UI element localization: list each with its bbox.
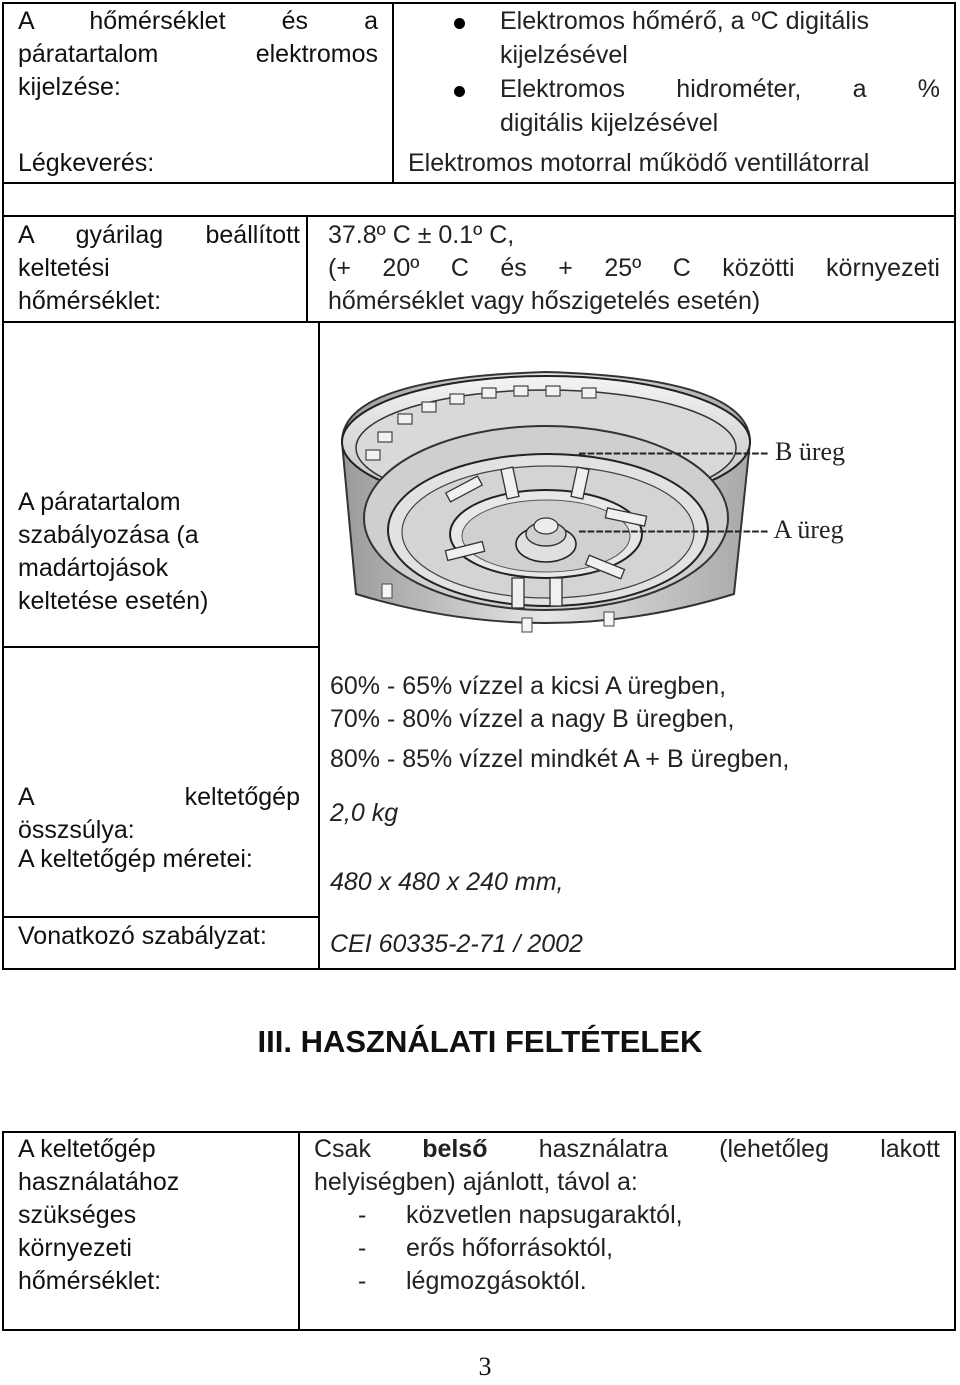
air-mixing-label: Légkeverés:: [18, 149, 155, 177]
regulation-label: Vonatkozó szabályzat:: [18, 922, 267, 950]
humidity-label: madártojások: [18, 554, 169, 582]
humidity-label: szabályozása (a: [18, 521, 199, 549]
ambient-temperature-label: A keltetőgép: [18, 1135, 156, 1163]
thermometer-text: Elektromos hőmérő, a ºC digitális: [500, 7, 869, 35]
water-level-text: 70% - 80% vízzel a nagy B üregben,: [330, 705, 735, 733]
air-mixing-value: Elektromos motorral működő ventillátorral: [408, 149, 870, 177]
bullet-icon: [454, 86, 465, 97]
hydrometer-text: Elektromos hidrométer, a %: [500, 75, 940, 103]
size-label: A keltetőgép méretei:: [18, 845, 253, 873]
page-number: 3: [478, 1352, 492, 1381]
bullet-icon: [454, 18, 465, 29]
b-cavity-callout: ---------------------- B üreg: [578, 437, 846, 466]
display-label: A hőmérséklet és a: [18, 7, 378, 35]
weight-label: A keltetőgép: [18, 783, 300, 811]
ambient-temperature-label: környezeti: [18, 1234, 132, 1262]
ambient-temperature-label: használatához: [18, 1168, 180, 1196]
weight-value: 2,0 kg: [330, 799, 399, 827]
temperature-label: hőmérséklet:: [18, 287, 162, 315]
list-dash: -: [358, 1234, 367, 1262]
temperature-label: A gyárilag beállított: [18, 221, 300, 249]
water-level-text: 80% - 85% vízzel mindkét A + B üregben,: [330, 745, 790, 773]
incubator-tray-illustration: [336, 362, 756, 642]
temperature-value: hőmérséklet vagy hőszigetelés esetén): [328, 287, 761, 315]
a-cavity-callout: ---------------------- A üreg: [578, 515, 844, 544]
list-dash: -: [358, 1201, 367, 1229]
list-item: erős hőforrásoktól,: [406, 1234, 614, 1262]
water-level-text: 60% - 65% vízzel a kicsi A üregben,: [330, 672, 727, 700]
list-item: közvetlen napsugaraktól,: [406, 1201, 683, 1229]
humidity-label: A páratartalom: [18, 488, 181, 516]
section-title: III. HASZNÁLATI FELTÉTELEK: [257, 1024, 703, 1059]
weight-label: összsúlya:: [18, 816, 135, 844]
usage-text: Csak belső használatra (lehetőleg lakott: [314, 1135, 940, 1163]
list-dash: -: [358, 1267, 367, 1295]
list-item: légmozgásoktól.: [406, 1267, 587, 1295]
temperature-value: 37.8º C ± 0.1º C,: [328, 221, 515, 249]
temperature-label: keltetési: [18, 254, 110, 282]
hydrometer-text: digitális kijelzésével: [500, 109, 719, 137]
ambient-temperature-label: hőmérséklet:: [18, 1267, 162, 1295]
ambient-temperature-label: szükséges: [18, 1201, 137, 1229]
temperature-value: (+ 20º C és + 25º C közötti környezeti: [328, 254, 940, 282]
usage-text: helyiségben) ajánlott, távol a:: [314, 1168, 638, 1196]
size-value: 480 x 480 x 240 mm,: [330, 868, 564, 896]
display-label: kijelzése:: [18, 73, 121, 101]
regulation-value: CEI 60335-2-71 / 2002: [330, 930, 583, 958]
thermometer-text: kijelzésével: [500, 41, 628, 69]
humidity-label: keltetése esetén): [18, 587, 209, 615]
display-label: páratartalom elektromos: [18, 40, 378, 68]
